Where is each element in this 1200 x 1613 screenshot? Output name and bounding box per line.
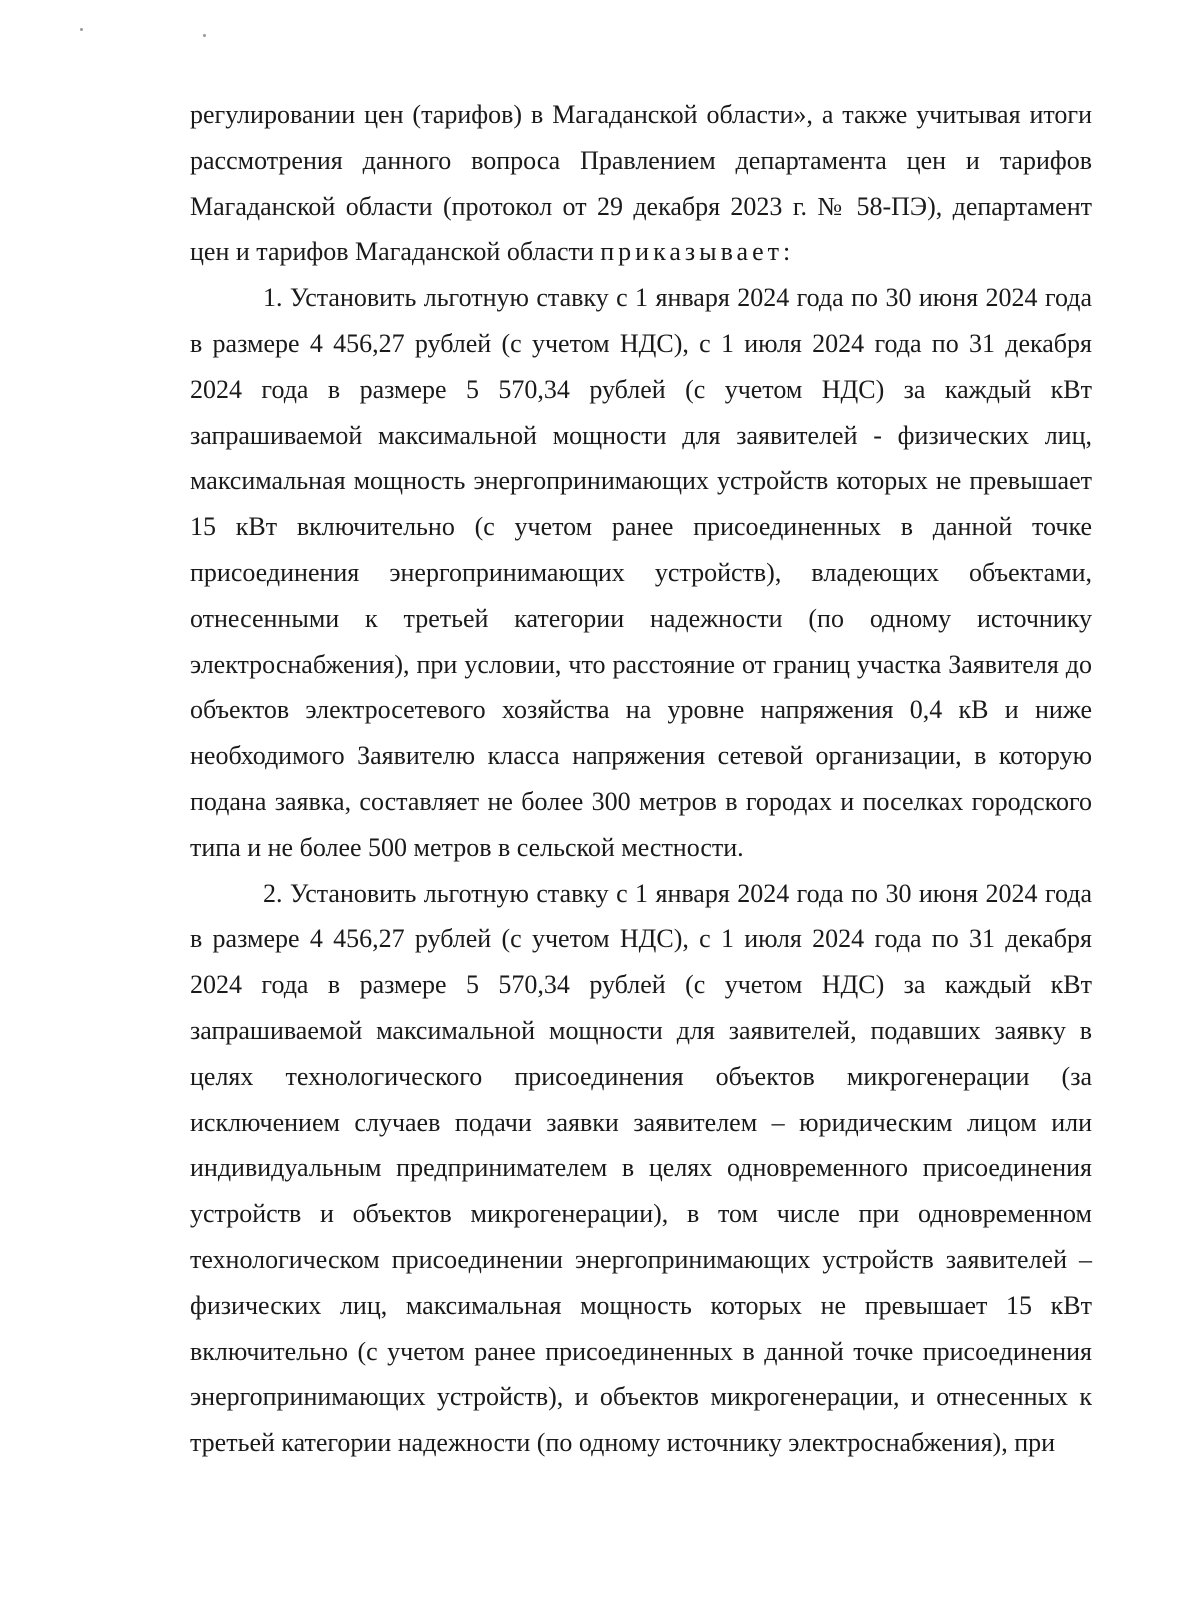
clause-2-paragraph: 2. Установить льготную ставку с 1 января 2024 года по 30 июня 2024 года в размере 4 456,27 рублей (с учетом НДС), с 1 июля 2024 года по 31 декабря 2024 года в размере 5 570,34 рублей (с учетом НДС) за каждый кВт запрашиваемой максимальной мощности для заявителей, подавших заявку в целях технологического присоединения объектов микрогенерации (за исключением случаев подачи заявки заявителем – юридическим лицом или индивидуальным предпринимателем в целях одновременного присоединения устройств и объектов микрогенерации), в том числе при одновременном технологическом присоединении энергопринимающих устройств заявителей – физических лиц, максимальная мощность которых не превышает 15 кВт включительно (с учетом ранее присоединенных в данной точке присоединения энергопринимающих устройств), и объектов микрогенерации, и отнесенных к третьей категории надежности (по одному источнику электроснабжения), при [190,878,1092,1458]
document-body [190,92,1092,1466]
scan-speck [80,28,83,31]
intro-text: регулировании цен (тарифов) в Магаданской области», а также учитывая итоги рассмотрения данного вопроса Правлением департамента цен и тарифов Магаданской области (протокол от 29 декабря 2023 г. № 58-ПЭ), департамент цен и тарифов Магаданской области [190,100,1092,267]
order-word: приказывает: [600,237,795,267]
scan-speck [203,34,206,37]
clause-1-paragraph: 1. Установить льготную ставку с 1 января 2024 года по 30 июня 2024 года в размере 4 456,27 рублей (с учетом НДС), с 1 июля 2024 года по 31 декабря 2024 года в размере 5 570,34 рублей (с учетом НДС) за каждый кВт запрашиваемой максимальной мощности для заявителей - физических лиц, максимальная мощность энергопринимающих устройств которых не превышает 15 кВт включительно (с учетом ранее присоединенных в данной точке присоединения энергопринимающих устройств), владеющих объектами, отнесенными к третьей категории надежности (по одному источнику электроснабжения), при условии, что расстояние от границ участка Заявителя до объектов электросетевого хозяйства на уровне напряжения 0,4 кВ и ниже необходимого Заявителю класса напряжения сетевой организации, в которую подана заявка, составляет не более 300 метров в городах и поселках городского типа и не более 500 метров в сельской местности. [190,283,1092,862]
intro-paragraph [190,92,1092,275]
